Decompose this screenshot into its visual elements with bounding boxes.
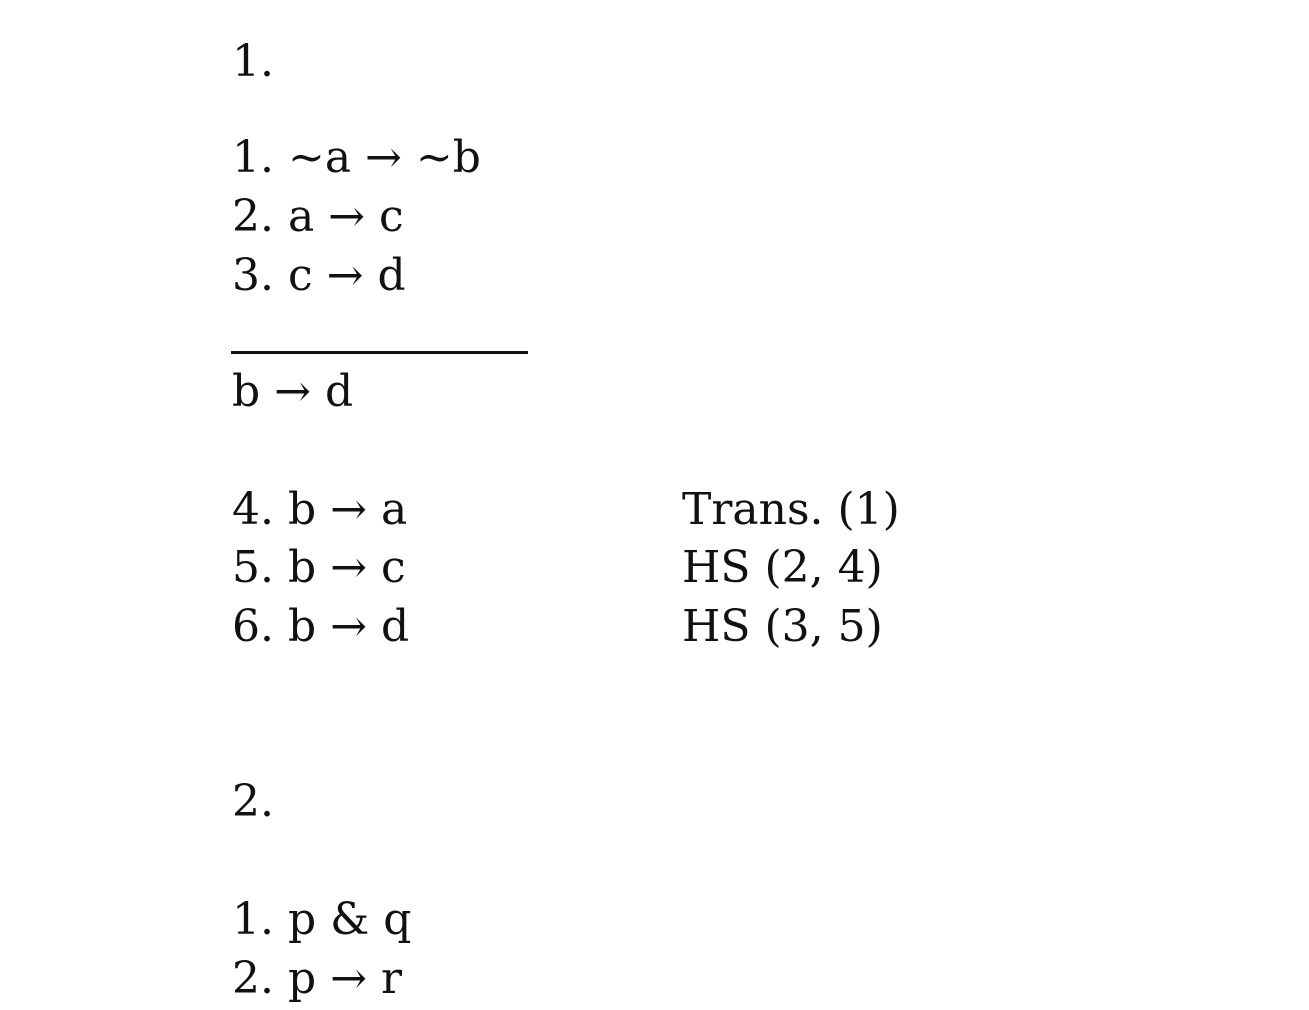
step-6-justification: HS (3, 5) [682, 601, 883, 652]
step-6-formula: 6. b → d [232, 601, 410, 652]
premise-1: 1. p & q [232, 894, 412, 945]
problem-2-number: 2. [232, 776, 274, 827]
premise-1: 1. ~a → ~b [232, 132, 481, 183]
step-4-formula: 4. b → a [232, 484, 408, 535]
step-5-formula: 5. b → c [232, 542, 406, 593]
step-5-justification: HS (2, 4) [682, 542, 883, 593]
premise-2: 2. p → r [232, 953, 403, 1004]
step-4-justification: Trans. (1) [682, 484, 900, 535]
premise-2: 2. a → c [232, 191, 404, 242]
conclusion: b → d [232, 366, 354, 417]
premise-3: 3. c → d [232, 250, 406, 301]
conclusion-divider [231, 351, 528, 354]
problem-1-number: 1. [232, 36, 274, 87]
